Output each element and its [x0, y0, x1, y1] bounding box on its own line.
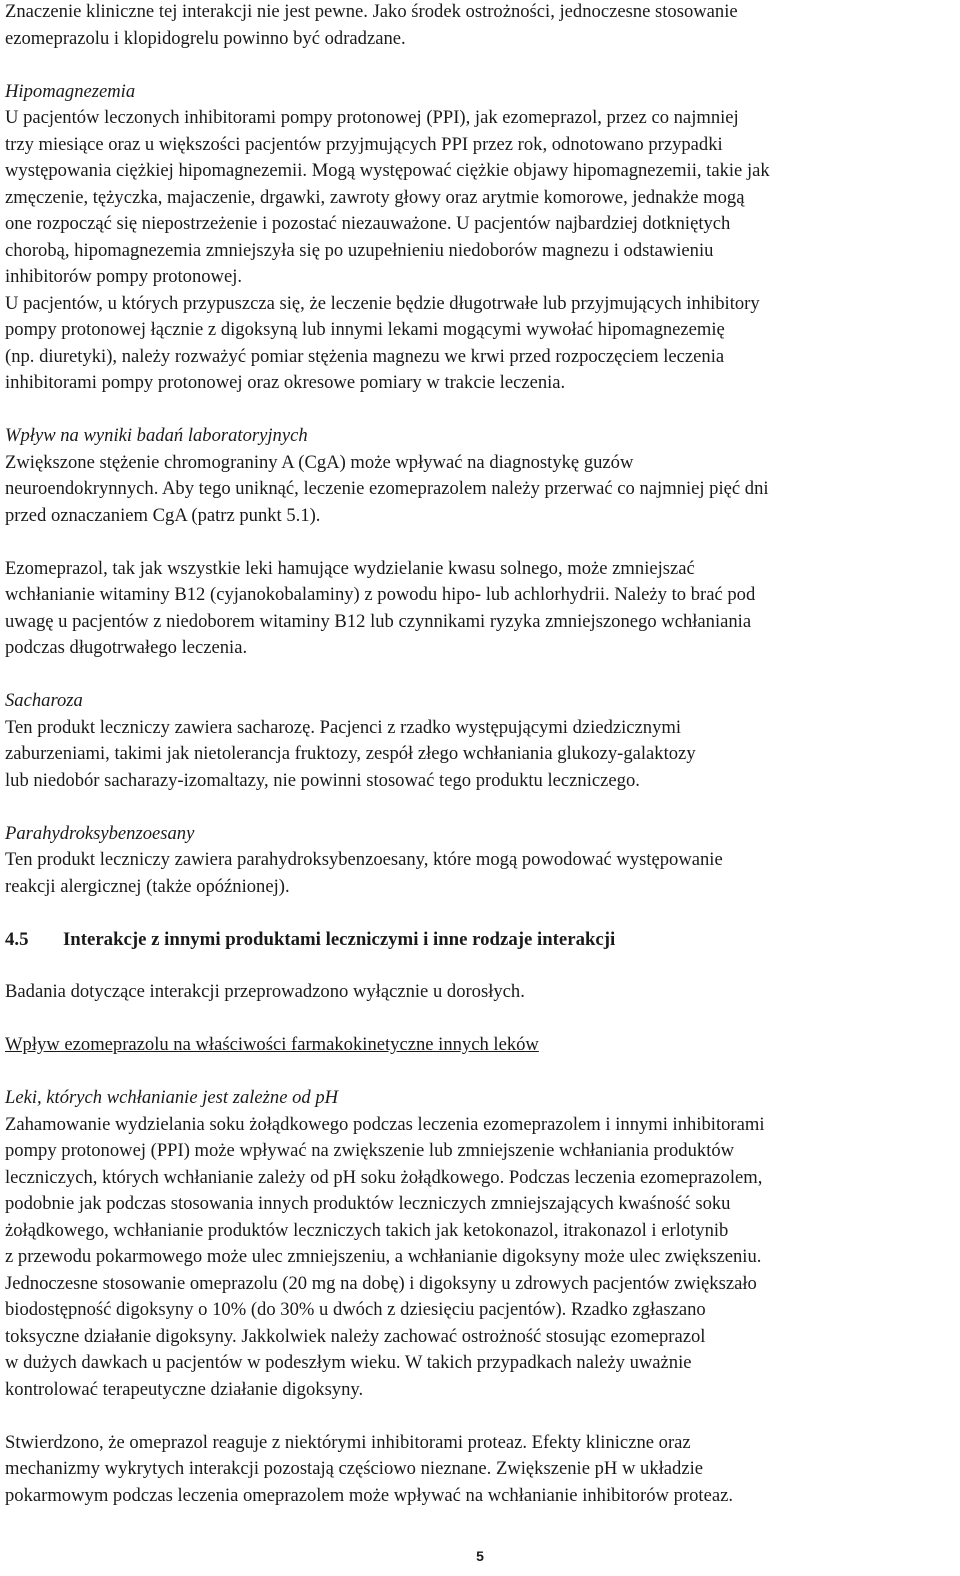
text-line: Zahamowanie wydzielania soku żołądkowego podczas leczenia ezomeprazolem i innymi inhibitorami [5, 1113, 765, 1135]
text-line: neuroendokrynnych. Aby tego uniknąć, leczenie ezomeprazolem należy przerwać co najmniej pięć dni [5, 478, 769, 499]
text-line: (np. diuretyki), należy rozważyć pomiar stężenia magnezu we krwi przed rozpoczęciem leczenia [5, 345, 725, 367]
page-number: 5 [476, 1548, 484, 1564]
text-line: podczas długotrwałego leczenia. [5, 637, 248, 658]
section-heading-4-5 [5, 927, 945, 953]
text-line: U pacjentów leczonych inhibitorami pompy protonowej (PPI), jak ezomeprazol, przez co najmniej [5, 107, 739, 128]
text-line: pokarmowym podczas leczenia omeprazolem może wpływać na wchłanianie inhibitorów proteaz. [5, 1484, 733, 1506]
farmako-subheading [5, 1032, 945, 1059]
text-line: chorobą, hipomagnezemia zmniejszyła się po uzupełnieniu niedoborów magnezu i odstawieniu [5, 239, 714, 261]
section-title: Sacharoza [5, 690, 83, 711]
text-line: Zwiększone stężenie chromograniny A (CgA) może wpływać na diagnostykę guzów [5, 451, 634, 473]
text-line: biodostępność digoksyny o 10% (do 30% u dwóch z dziesięciu pacjentów). Rzadko zgłaszano [5, 1299, 706, 1320]
section-title: Parahydroksybenzoesany [5, 822, 195, 844]
text-line: uwagę u pacjentów z niedoborem witaminy B12 lub czynnikami ryzyka zmniejszonego wchłaniania [5, 610, 752, 632]
document-page [5, 0, 945, 1509]
text-line: kontrolować terapeutyczne działanie digoksyny. [5, 1378, 364, 1400]
section-title: Hipomagnezemia [5, 80, 136, 102]
proteazy-paragraph [5, 1430, 945, 1510]
text-line: inhibitorów pompy protonowej. [5, 266, 243, 287]
parahydroksybenzoesany-section [5, 821, 945, 901]
text-line: leczniczych, których wchłanianie zależy od pH soku żołądkowego. Podczas leczenia ezomeprazolem, [5, 1166, 763, 1188]
text-line: przed oznaczaniem CgA (patrz punkt 5.1). [5, 504, 321, 526]
text-line: Ten produkt leczniczy zawiera sacharozę. Pacjenci z rzadko występującymi dziedzicznymi [5, 716, 682, 738]
badania-paragraph [5, 979, 945, 1006]
text-line: lub niedobór sacharazy-izomaltazy, nie powinni stosować tego produktu leczniczego. [5, 769, 640, 791]
section-number: 4.5 [5, 928, 29, 950]
text-line: Badania dotyczące interakcji przeprowadzono wyłącznie u dorosłych. [5, 981, 525, 1002]
text-line: z przewodu pokarmowego może ulec zmniejszeniu, a wchłanianie digoksyny może ulec zwiększeniu. [5, 1246, 762, 1267]
text-line: pompy protonowej (PPI) może wpływać na zwiększenie lub zmniejszenie wchłaniania produktów [5, 1140, 735, 1161]
intro-paragraph [5, 0, 945, 52]
section-heading-title: Interakcje z innymi produktami leczniczymi i inne rodzaje interakcji [63, 928, 616, 950]
section-title: Wpływ na wyniki badań laboratoryjnych [5, 425, 308, 446]
text-line: Znaczenie kliniczne tej interakcji nie jest pewne. Jako środek ostrożności, jednoczesne stosowanie [5, 1, 738, 22]
text-line: mechanizmy wykrytych interakcji pozostają częściowo nieznane. Zwiększenie pH w układzie [5, 1458, 704, 1479]
text-line: Ezomeprazol, tak jak wszystkie leki hamujące wydzielanie kwasu solnego, może zmniejszać [5, 557, 695, 579]
text-line: podobnie jak podczas stosowania innych produktów leczniczych zmniejszających kwaśność soku [5, 1193, 731, 1214]
text-line: inhibitorami pompy protonowej oraz okresowe pomiary w trakcie leczenia. [5, 372, 566, 393]
sacharoza-section [5, 688, 945, 794]
b12-paragraph [5, 556, 945, 662]
text-line: żołądkowego, wchłanianie produktów leczniczych takich jak ketokonazol, itrakonazol i erlotynib [5, 1219, 729, 1241]
text-line: wchłanianie witaminy B12 (cyjanokobalaminy) z powodu hipo- lub achlorhydrii. Należy to brać pod [5, 584, 756, 605]
text-line: reakcji alergicznej (także opóźnionej). [5, 875, 290, 897]
text-line: U pacjentów, u których przypuszcza się, że leczenie będzie długotrwałe lub przyjmujących inhibitory [5, 292, 760, 314]
text-line: Jednoczesne stosowanie omeprazolu (20 mg na dobę) i digoksyny u zdrowych pacjentów zwiększało [5, 1272, 757, 1294]
text-line: Ten produkt leczniczy zawiera parahydroksybenzoesany, które mogą powodować występowanie [5, 849, 723, 870]
text-line: w dużych dawkach u pacjentów w podeszłym wieku. W takich przypadkach należy uważnie [5, 1352, 692, 1373]
text-line: pompy protonowej łącznie z digoksyną lub innymi lekami mogącymi wywołać hipomagnezemię [5, 319, 725, 340]
text-line: występowania ciężkiej hipomagnezemii. Mogą występować ciężkie objawy hipomagnezemii, takie jak [5, 160, 770, 181]
lab-results-section [5, 423, 945, 529]
text-line: ezomeprazolu i klopidogrelu powinno być odradzane. [5, 27, 406, 49]
text-line: zaburzeniami, takimi jak nietolerancja fruktozy, zespół złego wchłaniania glukozy-galaktozy [5, 743, 696, 764]
section-title: Leki, których wchłanianie jest zależne od pH [5, 1087, 339, 1108]
hipomagnezemia-section [5, 79, 945, 397]
text-line: toksyczne działanie digoksyny. Jakkolwiek należy zachować ostrożność stosując ezomeprazol [5, 1325, 706, 1347]
leki-ph-section [5, 1085, 945, 1403]
underlined-subheading: Wpływ ezomeprazolu na właściwości farmakokinetyczne innych leków [5, 1034, 539, 1055]
text-line: trzy miesiące oraz u większości pacjentów przyjmujących PPI przez rok, odnotowano przypadki [5, 133, 723, 155]
text-line: one rozpocząć się niepostrzeżenie i pozostać niezauważone. U pacjentów najbardziej dotkniętych [5, 213, 731, 234]
text-line: zmęczenie, tężyczka, majaczenie, drgawki, zawroty głowy oraz arytmie komorowe, jednakże mogą [5, 186, 745, 208]
text-line: Stwierdzono, że omeprazol reaguje z niektórymi inhibitorami proteaz. Efekty kliniczne oraz [5, 1431, 691, 1453]
